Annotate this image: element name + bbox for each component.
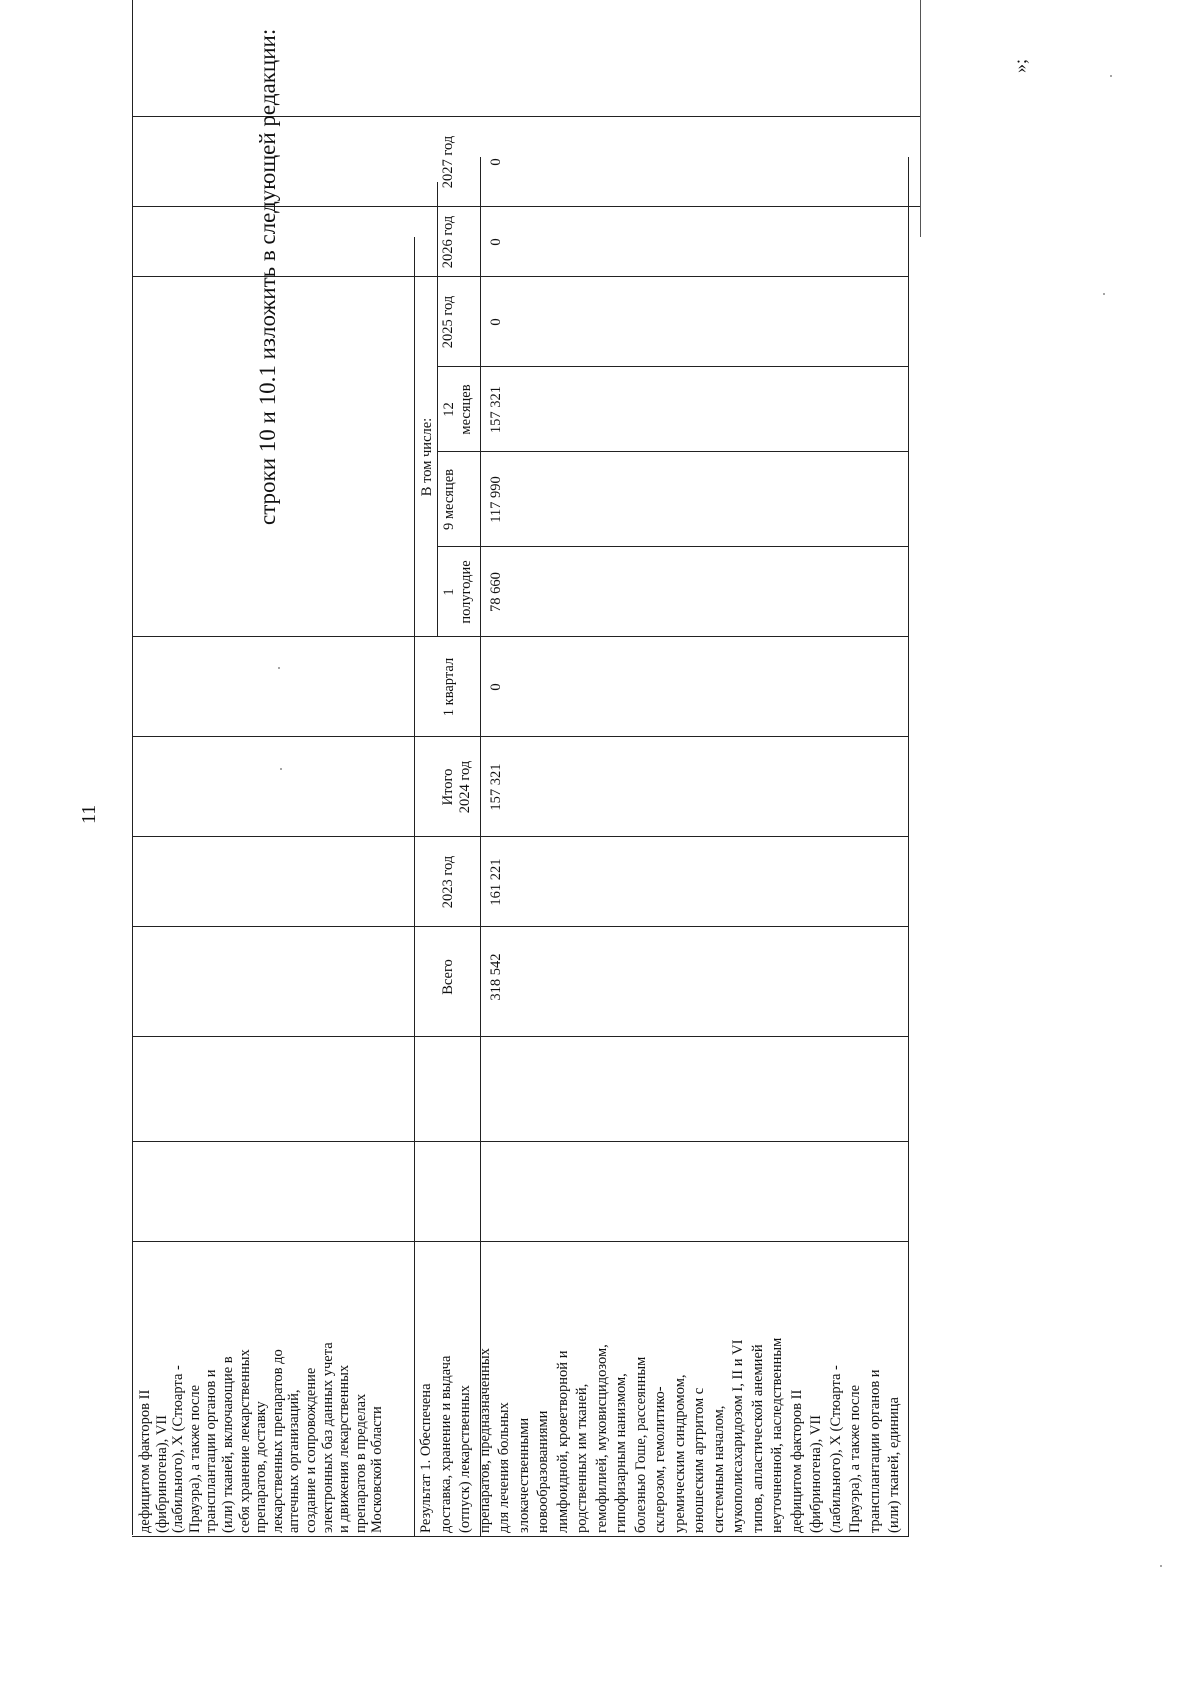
subheader-divider — [437, 182, 438, 637]
value-2026: 0 — [488, 238, 504, 246]
value-q1: 0 — [488, 683, 504, 691]
table-top-border — [132, 0, 133, 1535]
page-number: 11 — [78, 804, 100, 824]
col-divider-2023 — [132, 836, 908, 837]
scan-speck — [1160, 1565, 1162, 1567]
header-itogo-2024: Итого 2024 год — [440, 760, 473, 814]
value-2027: 0 — [488, 158, 504, 166]
scan-speck — [280, 768, 282, 770]
closing-quote: »; — [1010, 58, 1030, 73]
header-2023: 2023 год — [440, 855, 456, 909]
header-v-tom-chisle: В том числе: — [419, 417, 435, 497]
value-2025: 0 — [488, 318, 504, 326]
header-9m: 9 месяцев — [441, 469, 457, 530]
col-divider-9m — [437, 451, 908, 452]
scan-speck — [1103, 293, 1105, 295]
continuation-description: дефицитом факторов II (фибриногена), VII (лабильного), X (Стюарта - Прауэра), а также после трансплантации органов и (или) тканей, включающие в себя хранение лекарственных препаратов, доставку лекарственных препаратов до аптечных организаций, создание и сопровождение электронных баз данных учета и движения лекарственных препаратов в пределах Московской области — [137, 1342, 386, 1533]
header-2026: 2026 год — [440, 215, 456, 269]
value-9m: 117 990 — [488, 476, 504, 523]
header-2027: 2027 год — [440, 135, 456, 189]
scan-speck — [278, 667, 280, 669]
header-h1: 1 полугодие — [441, 560, 474, 624]
result-description: Результат 1. Обеспечена доставка, хранение и выдача (отпуск) лекарственных препаратов, предназначенных для лечения больных злокачественными новообразованиями лимфоидной, кроветворной и родственных им тканей, гемофилией, муковисцидозом, гипофизарным нанизмом, болезнью Гоше, рассеянным склерозом, гемолитико- уремическим синдромом, юношеским артритом с системным началом, мукополисахаридозом I, II и VI типов, апластической анемией неуточненной, наследственным дефицитом факторов II (фибриногена), VII (лабильного), X (Стюарта - Прауэра), а также после трансплантации органов и (или) тканей, единица — [418, 1337, 902, 1533]
col-divider-3 — [132, 1036, 908, 1037]
value-12m: 157 321 — [488, 385, 504, 434]
col-divider-12m — [437, 366, 908, 367]
table-bottom-border — [908, 157, 909, 1537]
value-itogo-2024: 157 321 — [488, 763, 504, 811]
amendment-caption: строки 10 и 10.1 изложить в следующей редакции: — [255, 28, 280, 525]
col-divider-itogo — [132, 736, 908, 737]
header-q1: 1 квартал — [441, 657, 457, 717]
value-h1: 78 660 — [488, 572, 504, 612]
scan-speck — [1110, 75, 1112, 77]
col-divider-desc — [132, 1241, 908, 1242]
row-divider — [414, 237, 415, 1537]
col-divider-2027 — [132, 116, 920, 117]
table-left-border — [132, 1536, 908, 1537]
col-divider-2026 — [132, 206, 920, 207]
right-block-bottom — [920, 0, 921, 237]
header-total: Всего — [440, 959, 456, 995]
col-divider-h1 — [437, 546, 908, 547]
value-total: 318 542 — [488, 953, 504, 1001]
value-2023: 161 221 — [488, 858, 504, 906]
col-divider-total — [132, 926, 908, 927]
header-12m: 12 месяцев — [441, 384, 474, 435]
col-divider-2 — [132, 1141, 908, 1142]
header-bottom-border — [480, 157, 481, 1537]
col-divider-q1 — [132, 636, 908, 637]
col-divider-2025 — [132, 276, 908, 277]
header-2025: 2025 год — [440, 295, 456, 349]
